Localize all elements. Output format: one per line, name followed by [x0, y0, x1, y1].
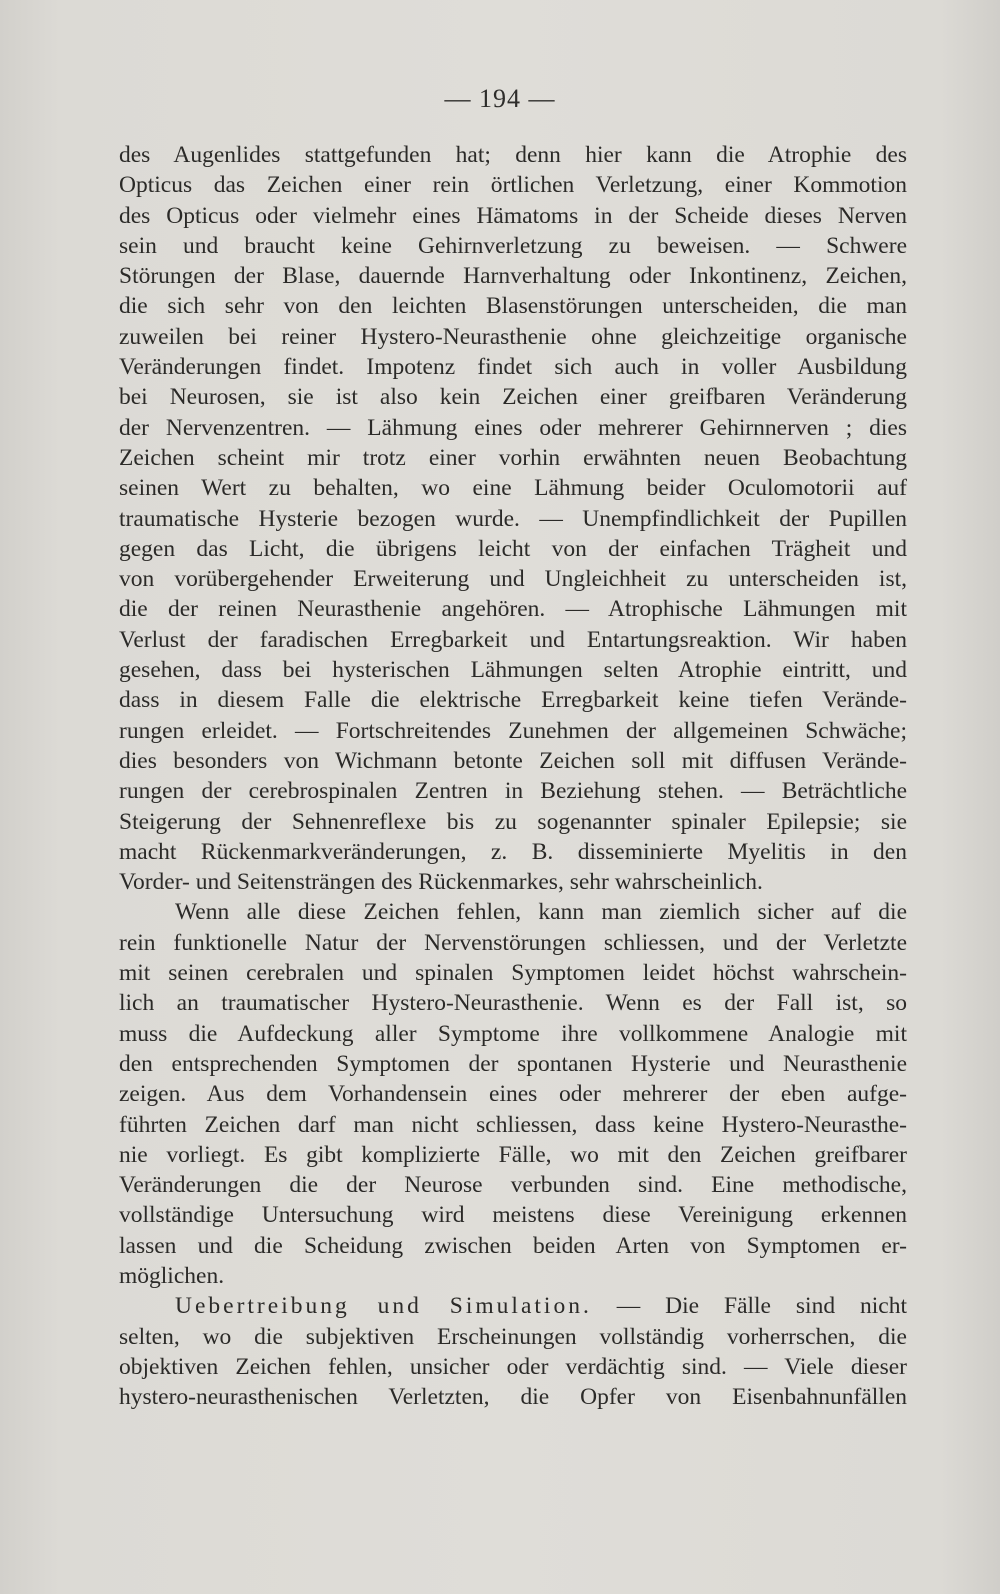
- text-line: bei Neurosen, sie ist also kein Zeichen einer greifbaren Veränderung: [119, 384, 907, 411]
- text-line: Wenn alle diese Zeichen fehlen, kann man ziemlich sicher auf die: [175, 899, 907, 926]
- text-line: Vorder- und Seitensträngen des Rückenmarkes, sehr wahrscheinlich.: [119, 869, 763, 896]
- text-line: gesehen, dass bei hysterischen Lähmungen selten Atrophie eintritt, und: [119, 657, 907, 684]
- heading-line-rest: — Die Fälle sind nicht: [591, 1293, 907, 1320]
- text-line: lich an traumatischer Hystero-Neurasthenie. Wenn es der Fall ist, so: [119, 990, 907, 1017]
- text-line: zeigen. Aus dem Vorhandensein eines oder mehrerer der eben aufge-: [119, 1081, 907, 1108]
- text-line: nie vorliegt. Es gibt komplizierte Fälle, wo mit den Zeichen greifbarer: [119, 1141, 907, 1168]
- body-text: [119, 140, 907, 1412]
- text-line: Störungen der Blase, dauernde Harnverhaltung oder Inkontinenz, Zeichen,: [119, 263, 907, 290]
- text-line: zuweilen bei reiner Hystero-Neurasthenie ohne gleichzeitige organische: [119, 323, 907, 350]
- text-line: Zeichen scheint mir trotz einer vorhin erwähnten neuen Beobachtung: [119, 444, 907, 471]
- text-line: rungen der cerebrospinalen Zentren in Beziehung stehen. — Beträchtliche: [119, 778, 907, 805]
- text-line: dies besonders von Wichmann betonte Zeichen soll mit diffusen Verände-: [119, 747, 907, 774]
- text-line: die sich sehr von den leichten Blasenstörungen unterscheiden, die man: [119, 293, 907, 320]
- text-line: Veränderungen die der Neurose verbunden sind. Eine methodische,: [119, 1172, 907, 1199]
- section-heading: Uebertreibung und Simulation.: [175, 1293, 592, 1320]
- text-line: führten Zeichen darf man nicht schliessen, dass keine Hystero-Neurasthe-: [119, 1111, 907, 1138]
- text-line: möglichen.: [119, 1262, 225, 1289]
- text-line: mit seinen cerebralen und spinalen Symptomen leidet höchst wahrschein-: [119, 960, 907, 987]
- page-number: — 194 —: [444, 84, 556, 113]
- text-line: gegen das Licht, die übrigens leicht von der einfachen Trägheit und: [119, 535, 907, 562]
- text-line: dass in diesem Falle die elektrische Erregbarkeit keine tiefen Verände-: [119, 687, 907, 714]
- text-line: die der reinen Neurasthenie angehören. — Atrophische Lähmungen mit: [119, 596, 907, 623]
- text-line: Veränderungen findet. Impotenz findet sich auch in voller Ausbildung: [119, 354, 907, 381]
- text-line: des Opticus oder vielmehr eines Hämatoms in der Scheide dieses Nerven: [119, 202, 907, 229]
- text-line: seinen Wert zu behalten, wo eine Lähmung beider Oculomotorii auf: [119, 475, 907, 502]
- text-line: des Augenlides stattgefunden hat; denn hier kann die Atrophie des: [119, 142, 907, 168]
- text-line: muss die Aufdeckung aller Symptome ihre vollkommene Analogie mit: [119, 1020, 907, 1047]
- text-line: traumatische Hysterie bezogen wurde. — Unempfindlichkeit der Pupillen: [119, 505, 907, 532]
- text-line: [119, 1291, 907, 1321]
- text-line: rungen erleidet. — Fortschreitendes Zunehmen der allgemeinen Schwäche;: [119, 717, 907, 744]
- text-line: selten, wo die subjektiven Erscheinungen vollständig vorherrschen, die: [119, 1323, 907, 1350]
- text-line: hystero-neurasthenischen Verletzten, die Opfer von Eisenbahnunfällen: [119, 1384, 907, 1411]
- text-line: von vorübergehender Erweiterung und Ungleichheit zu unterscheiden ist,: [119, 566, 907, 593]
- text-line: Steigerung der Sehnenreflexe bis zu sogenannter spinaler Epilepsie; sie: [119, 808, 907, 835]
- paragraph: [119, 897, 907, 1291]
- text-line: sein und braucht keine Gehirnverletzung zu beweisen. — Schwere: [119, 232, 907, 259]
- text-line: rein funktionelle Natur der Nervenstörungen schliessen, und der Verletzte: [119, 929, 907, 956]
- paragraph: [119, 1291, 907, 1412]
- text-line: macht Rückenmarkveränderungen, z. B. disseminierte Myelitis in den: [119, 838, 907, 865]
- text-line: Verlust der faradischen Erregbarkeit und Entartungsreaktion. Wir haben: [119, 626, 907, 653]
- text-line: objektiven Zeichen fehlen, unsicher oder verdächtig sind. — Viele dieser: [119, 1353, 907, 1380]
- paragraph: [119, 140, 907, 897]
- text-line: den entsprechenden Symptomen der spontanen Hysterie und Neurasthenie: [119, 1050, 907, 1077]
- text-line: lassen und die Scheidung zwischen beiden Arten von Symptomen er-: [119, 1232, 907, 1259]
- text-line: der Nervenzentren. — Lähmung eines oder mehrerer Gehirnnerven ; dies: [119, 414, 907, 441]
- text-line: vollständige Untersuchung wird meistens diese Vereinigung erkennen: [119, 1202, 907, 1229]
- text-line: Opticus das Zeichen einer rein örtlichen Verletzung, einer Kommotion: [119, 172, 907, 199]
